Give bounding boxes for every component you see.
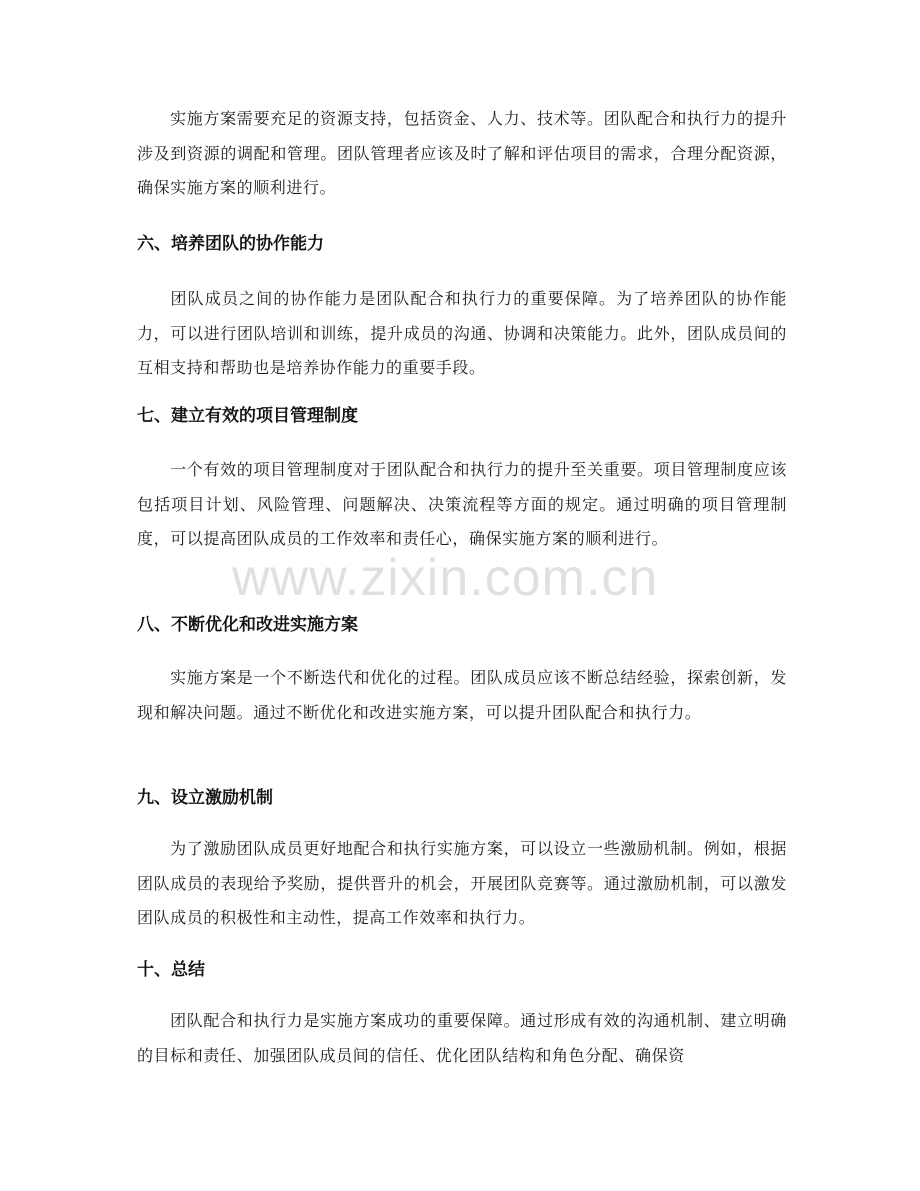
paragraph-optimization (137, 661, 787, 730)
paragraph-incentives (137, 832, 787, 936)
paragraph-text: 为了激励团队成员更好地配合和执行实施方案，可以设立一些激励机制。例如，根据团队成员的表现给予奖励，提供晋升的机会，开展团队竞赛等。通过激励机制，可以激发团队成员的积极性和主动性，提高工作效率和执行力。 (137, 839, 787, 927)
heading-section-6: 六、培养团队的协作能力 (137, 234, 324, 254)
paragraph-text: 实施方案需要充足的资源支持，包括资金、人力、技术等。团队配合和执行力的提升涉及到资源的调配和管理。团队管理者应该及时了解和评估项目的需求，合理分配资源，确保实施方案的顺利进行。 (137, 109, 787, 197)
paragraph-summary (137, 1004, 787, 1073)
heading-section-9: 九、设立激励机制 (137, 788, 273, 808)
paragraph-collaboration (137, 282, 787, 386)
heading-section-7: 七、建立有效的项目管理制度 (137, 406, 358, 426)
paragraph-text: 一个有效的项目管理制度对于团队配合和执行力的提升至关重要。项目管理制度应该包括项目计划、风险管理、问题解决、决策流程等方面的规定。通过明确的项目管理制度，可以提高团队成员的工作效率和责任心，确保实施方案的顺利进行。 (137, 460, 787, 548)
paragraph-text: 团队成员之间的协作能力是团队配合和执行力的重要保障。为了培养团队的协作能力，可以进行团队培训和训练，提升成员的沟通、协调和决策能力。此外，团队成员间的互相支持和帮助也是培养协作能力的重要手段。 (137, 289, 787, 377)
paragraph-project-management (137, 453, 787, 557)
watermark-text: www.zixin.com.cn (232, 549, 659, 607)
paragraph-text: 团队配合和执行力是实施方案成功的重要保障。通过形成有效的沟通机制、建立明确的目标和责任、加强团队成员间的信任、优化团队结构和角色分配、确保资 (137, 1011, 787, 1065)
paragraph-resource-support (137, 102, 787, 206)
heading-section-8: 八、不断优化和改进实施方案 (137, 615, 358, 635)
heading-section-10: 十、总结 (137, 960, 205, 980)
paragraph-text: 实施方案是一个不断迭代和优化的过程。团队成员应该不断总结经验，探索创新，发现和解决问题。通过不断优化和改进实施方案，可以提升团队配合和执行力。 (137, 668, 787, 722)
